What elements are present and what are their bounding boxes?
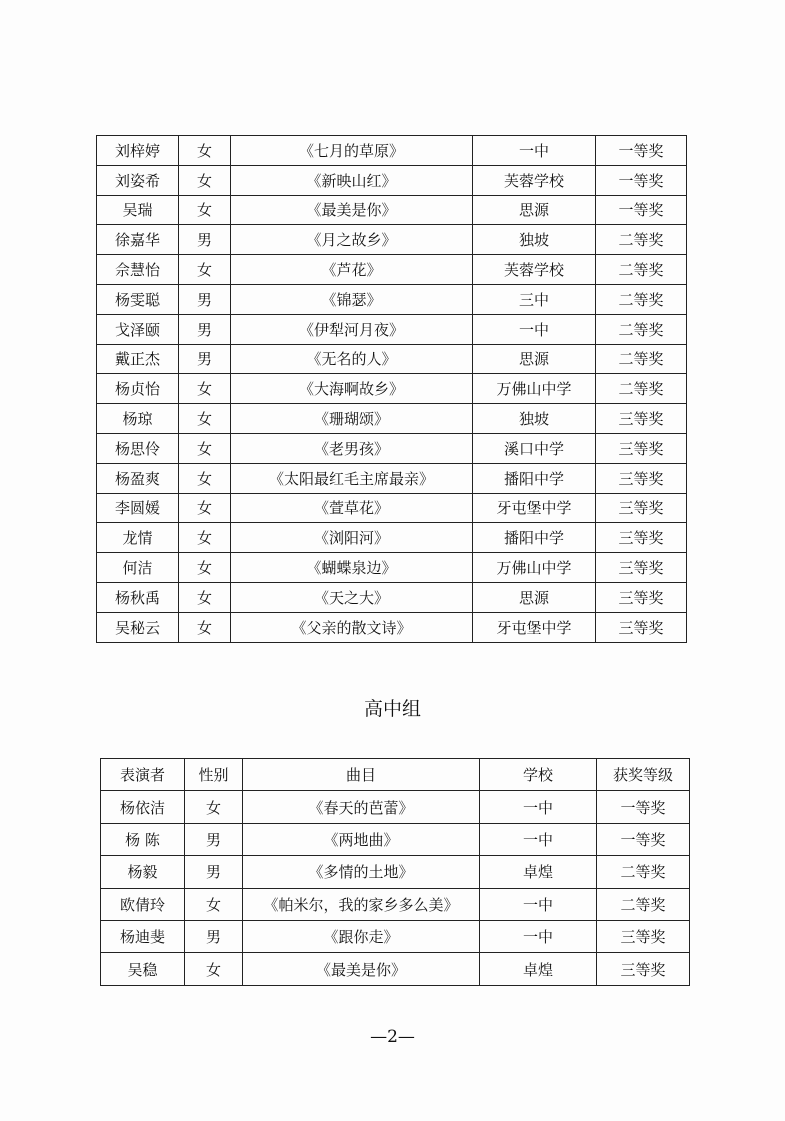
award-cell: 二等奖 [596, 374, 687, 404]
performer-cell: 欧倩玲 [101, 888, 185, 920]
table-row [97, 404, 687, 434]
school-cell: 溪口中学 [473, 433, 596, 463]
gender-cell: 女 [179, 523, 231, 553]
school-cell: 卓煌 [480, 856, 597, 888]
performer-cell: 徐嘉华 [97, 225, 179, 255]
table-row [97, 523, 687, 553]
gender-cell: 男 [185, 823, 243, 855]
award-cell: 二等奖 [596, 344, 687, 374]
high-school-results-table [100, 758, 690, 986]
school-cell: 一中 [480, 920, 597, 952]
header-school: 学校 [480, 759, 597, 791]
table-row [101, 823, 690, 855]
school-cell: 芙蓉学校 [473, 165, 596, 195]
performer-cell: 杨盈爽 [97, 463, 179, 493]
award-cell: 一等奖 [597, 791, 690, 823]
piece-cell: 《跟你走》 [243, 920, 480, 952]
gender-cell: 男 [179, 225, 231, 255]
table-row [97, 165, 687, 195]
table-row [97, 493, 687, 523]
gender-cell: 女 [179, 553, 231, 583]
piece-cell: 《珊瑚颂》 [231, 404, 473, 434]
school-cell: 一中 [480, 888, 597, 920]
school-cell: 播阳中学 [473, 463, 596, 493]
award-cell: 二等奖 [596, 314, 687, 344]
award-cell: 二等奖 [596, 255, 687, 285]
piece-cell: 《帕米尔，我的家乡多么美》 [243, 888, 480, 920]
school-cell: 万佛山中学 [473, 553, 596, 583]
school-cell: 思源 [473, 582, 596, 612]
table-row [97, 136, 687, 166]
gender-cell: 女 [179, 195, 231, 225]
gender-cell: 女 [179, 582, 231, 612]
piece-cell: 《最美是你》 [243, 953, 480, 985]
award-cell: 一等奖 [596, 195, 687, 225]
gender-cell: 女 [179, 612, 231, 642]
section-title-high-school: 高中组 [363, 698, 421, 720]
performer-cell: 李圆媛 [97, 493, 179, 523]
middle-school-results-table [96, 135, 687, 643]
piece-cell: 《两地曲》 [243, 823, 480, 855]
performer-cell: 吴瑞 [97, 195, 179, 225]
award-cell: 一等奖 [596, 165, 687, 195]
gender-cell: 女 [179, 374, 231, 404]
table-row [97, 284, 687, 314]
piece-cell: 《老男孩》 [231, 433, 473, 463]
gender-cell: 男 [179, 314, 231, 344]
table-header-row [101, 759, 690, 791]
header-performer: 表演者 [101, 759, 185, 791]
award-cell: 三等奖 [596, 493, 687, 523]
gender-cell: 男 [185, 856, 243, 888]
performer-cell: 杨雯聪 [97, 284, 179, 314]
award-cell: 三等奖 [596, 612, 687, 642]
award-cell: 二等奖 [596, 284, 687, 314]
award-cell: 一等奖 [597, 823, 690, 855]
piece-cell: 《新映山红》 [231, 165, 473, 195]
award-cell: 三等奖 [596, 553, 687, 583]
performer-cell: 杨秋禹 [97, 582, 179, 612]
performer-cell: 佘慧怡 [97, 255, 179, 285]
table-row [101, 953, 690, 985]
piece-cell: 《萱草花》 [231, 493, 473, 523]
piece-cell: 《春天的芭蕾》 [243, 791, 480, 823]
performer-cell: 杨思伶 [97, 433, 179, 463]
table-row [97, 463, 687, 493]
piece-cell: 《七月的草原》 [231, 136, 473, 166]
gender-cell: 女 [179, 404, 231, 434]
piece-cell: 《伊犁河月夜》 [231, 314, 473, 344]
school-cell: 独坡 [473, 225, 596, 255]
table-row [97, 255, 687, 285]
award-cell: 二等奖 [597, 888, 690, 920]
award-cell: 三等奖 [597, 920, 690, 952]
award-cell: 二等奖 [596, 225, 687, 255]
table-row [97, 225, 687, 255]
school-cell: 思源 [473, 195, 596, 225]
piece-cell: 《最美是你》 [231, 195, 473, 225]
table-row [97, 553, 687, 583]
gender-cell: 女 [185, 791, 243, 823]
table-row [101, 791, 690, 823]
header-piece: 曲目 [243, 759, 480, 791]
award-cell: 二等奖 [597, 856, 690, 888]
gender-cell: 女 [185, 953, 243, 985]
performer-cell: 戈泽颐 [97, 314, 179, 344]
school-cell: 牙屯堡中学 [473, 493, 596, 523]
award-cell: 一等奖 [596, 136, 687, 166]
table-row [97, 314, 687, 344]
performer-cell: 刘姿希 [97, 165, 179, 195]
piece-cell: 《月之故乡》 [231, 225, 473, 255]
school-cell: 播阳中学 [473, 523, 596, 553]
school-cell: 一中 [480, 823, 597, 855]
performer-cell: 杨琼 [97, 404, 179, 434]
table-row [97, 433, 687, 463]
table-row [97, 344, 687, 374]
performer-cell: 吴稳 [101, 953, 185, 985]
school-cell: 一中 [473, 136, 596, 166]
piece-cell: 《无名的人》 [231, 344, 473, 374]
table-row [97, 374, 687, 404]
gender-cell: 男 [185, 920, 243, 952]
piece-cell: 《多情的土地》 [243, 856, 480, 888]
page-number: —2— [370, 1027, 415, 1047]
piece-cell: 《天之大》 [231, 582, 473, 612]
table-row [97, 195, 687, 225]
gender-cell: 女 [179, 463, 231, 493]
gender-cell: 女 [179, 433, 231, 463]
table-row [101, 920, 690, 952]
table-row [97, 582, 687, 612]
performer-cell: 杨 陈 [101, 823, 185, 855]
piece-cell: 《浏阳河》 [231, 523, 473, 553]
school-cell: 卓煌 [480, 953, 597, 985]
performer-cell: 何洁 [97, 553, 179, 583]
award-cell: 三等奖 [596, 582, 687, 612]
school-cell: 万佛山中学 [473, 374, 596, 404]
piece-cell: 《父亲的散文诗》 [231, 612, 473, 642]
performer-cell: 杨迪斐 [101, 920, 185, 952]
award-cell: 三等奖 [596, 523, 687, 553]
performer-cell: 刘梓婷 [97, 136, 179, 166]
table-row [97, 612, 687, 642]
award-cell: 三等奖 [596, 433, 687, 463]
award-cell: 三等奖 [596, 404, 687, 434]
school-cell: 芙蓉学校 [473, 255, 596, 285]
gender-cell: 女 [179, 136, 231, 166]
performer-cell: 杨贞怡 [97, 374, 179, 404]
award-cell: 三等奖 [596, 463, 687, 493]
header-award: 获奖等级 [597, 759, 690, 791]
performer-cell: 戴正杰 [97, 344, 179, 374]
school-cell: 一中 [473, 314, 596, 344]
performer-cell: 杨依洁 [101, 791, 185, 823]
performer-cell: 吴秘云 [97, 612, 179, 642]
gender-cell: 男 [179, 344, 231, 374]
header-gender: 性别 [185, 759, 243, 791]
table-row [101, 888, 690, 920]
piece-cell: 《太阳最红毛主席最亲》 [231, 463, 473, 493]
school-cell: 一中 [480, 791, 597, 823]
award-cell: 三等奖 [597, 953, 690, 985]
gender-cell: 男 [179, 284, 231, 314]
piece-cell: 《芦花》 [231, 255, 473, 285]
piece-cell: 《锦瑟》 [231, 284, 473, 314]
school-cell: 三中 [473, 284, 596, 314]
piece-cell: 《大海啊故乡》 [231, 374, 473, 404]
gender-cell: 女 [179, 165, 231, 195]
performer-cell: 杨毅 [101, 856, 185, 888]
gender-cell: 女 [179, 255, 231, 285]
gender-cell: 女 [179, 493, 231, 523]
performer-cell: 龙情 [97, 523, 179, 553]
school-cell: 思源 [473, 344, 596, 374]
piece-cell: 《蝴蝶泉边》 [231, 553, 473, 583]
school-cell: 牙屯堡中学 [473, 612, 596, 642]
school-cell: 独坡 [473, 404, 596, 434]
table-row [101, 856, 690, 888]
gender-cell: 女 [185, 888, 243, 920]
